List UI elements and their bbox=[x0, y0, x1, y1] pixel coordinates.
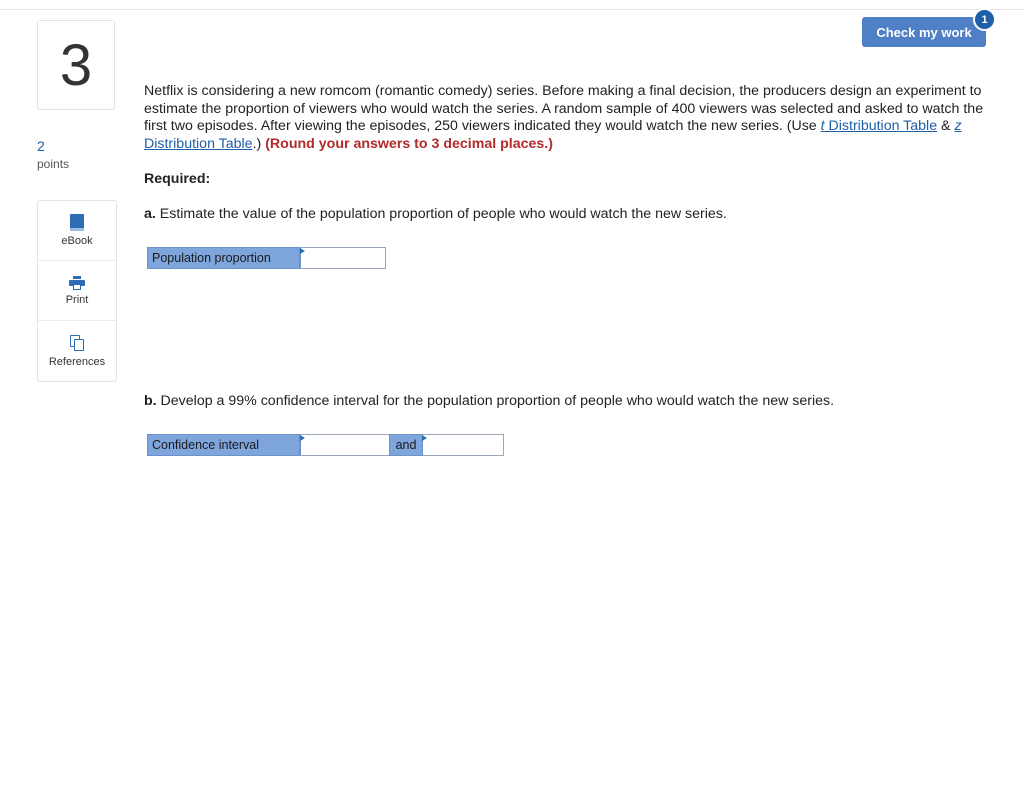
print-button[interactable] bbox=[38, 261, 116, 321]
question-tail: .) bbox=[252, 135, 266, 152]
book-icon bbox=[70, 214, 84, 231]
confidence-interval-label: Confidence interval bbox=[147, 434, 300, 456]
answer-marker-icon bbox=[422, 435, 427, 441]
tools-panel bbox=[37, 200, 117, 382]
top-divider bbox=[0, 9, 1024, 10]
confidence-lower-input[interactable] bbox=[300, 434, 390, 456]
ebook-label: eBook bbox=[61, 235, 93, 247]
check-my-work-button[interactable]: Check my work bbox=[862, 17, 986, 47]
attempts-badge: 1 bbox=[973, 8, 996, 31]
population-proportion-input[interactable] bbox=[300, 247, 386, 269]
references-button[interactable] bbox=[38, 321, 116, 381]
question-body: Netflix is considering a new romcom (romantic comedy) series. Before making a final decision, the producers design an experiment to estimate the proportion of viewers who would watch the series. A random sample of 400 viewers was selected and asked to watch the first two episodes. After viewing the episodes, 250 viewers indicated they would watch the new series. (Use bbox=[144, 83, 984, 134]
rounding-instruction: (Round your answers to 3 decimal places.) bbox=[265, 135, 553, 152]
question-text bbox=[144, 83, 996, 153]
part-a-letter: a. bbox=[144, 206, 156, 222]
link-separator: & bbox=[937, 118, 955, 134]
printer-icon bbox=[69, 276, 85, 290]
part-b-letter: b. bbox=[144, 393, 157, 409]
print-label: Print bbox=[65, 293, 89, 306]
points-value: 2 bbox=[37, 138, 45, 154]
part-b-prompt: b. Develop a 99% confidence interval for the population proportion of people who would watch the new series. bbox=[144, 393, 835, 409]
required-heading: Required: bbox=[144, 171, 211, 187]
answer-marker-icon bbox=[300, 248, 305, 254]
question-number: 3 bbox=[37, 20, 115, 110]
ebook-button[interactable] bbox=[38, 201, 116, 261]
copy-icon bbox=[70, 335, 85, 352]
references-label: References bbox=[48, 355, 106, 368]
t-distribution-link[interactable]: t Distribution Table bbox=[820, 118, 938, 134]
part-a-prompt: a. Estimate the value of the population proportion of people who would watch the new series. bbox=[144, 206, 727, 222]
answer-marker-icon bbox=[300, 435, 305, 441]
interval-separator: and bbox=[389, 434, 423, 456]
points-label: points bbox=[37, 157, 70, 171]
confidence-upper-input[interactable] bbox=[422, 434, 504, 456]
population-proportion-label: Population proportion bbox=[147, 247, 300, 269]
z-distribution-link[interactable]: z Distribution Table bbox=[144, 118, 962, 152]
